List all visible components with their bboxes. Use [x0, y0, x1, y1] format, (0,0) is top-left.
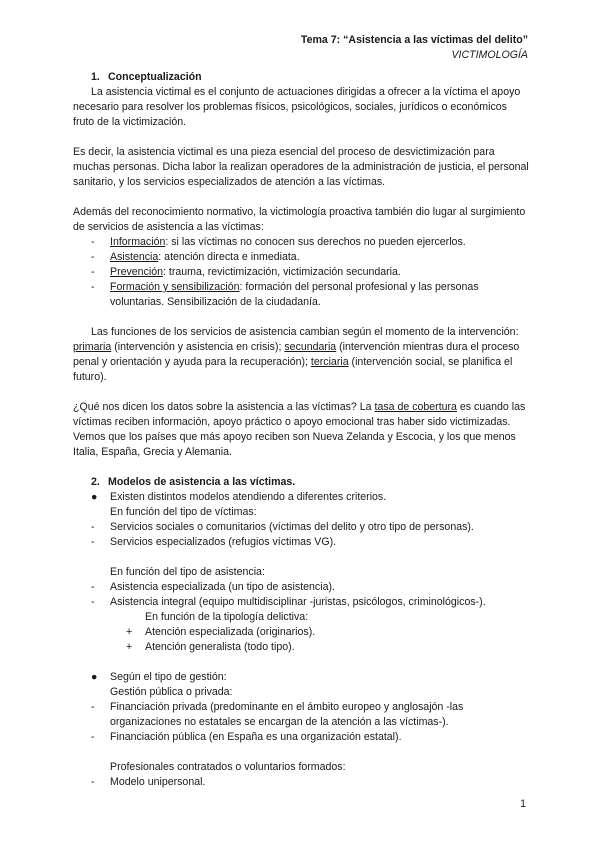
victim-types-list [73, 520, 529, 550]
header-subject: VICTIMOLOGÍA [451, 49, 528, 61]
list-item: - Asistencia integral (equipo multidisciplinar -juristas, psicólogos, criminológicos-). [73, 595, 529, 610]
subheading: Profesionales contratados o voluntarios formados: [110, 761, 346, 773]
section-1-number: 1. [91, 71, 100, 83]
term-tasa-de-cobertura: tasa de cobertura [374, 401, 457, 413]
text-run: (intervención mientras dura el proceso penal y orientación y ayuda para la recuperación); [73, 341, 520, 368]
services-list [73, 235, 529, 310]
text-run: (intervención y asistencia en crisis); [111, 341, 285, 353]
term-primaria: primaria [73, 341, 112, 353]
header-title: Tema 7: “Asistencia a las víctimas del delito” [300, 34, 528, 46]
subheading: En función del tipo de víctimas: [110, 506, 257, 518]
list-item [73, 280, 529, 310]
list-item: - Financiación privada (predominante en el ámbito europeo y anglosajón -las organizaciones no estatales se encargan de la atención a las víctimas-). [73, 700, 529, 730]
list-item: + Atención generalista (todo tipo). [73, 640, 529, 655]
list-item-text: : formación del personal profesional y las personas voluntarias. Sensibilización de la ciudadanía. [110, 281, 479, 308]
page-number: 1 [520, 798, 526, 810]
list-item: - Financiación pública (en España es una organización estatal). [73, 730, 529, 745]
section-1-title: Conceptualización [108, 71, 202, 83]
list-item-term: Información [110, 236, 166, 248]
typology-list [73, 625, 529, 655]
subheading: En función de la tipología delictiva: [145, 611, 309, 623]
document-body [73, 70, 529, 790]
bullet-item [73, 670, 529, 685]
bullet-text: Según el tipo de gestión: [110, 671, 227, 683]
list-item [73, 250, 529, 265]
subheading: En función del tipo de asistencia: [110, 566, 265, 578]
funding-list [73, 700, 529, 745]
section-2-heading [91, 475, 529, 490]
models-list [73, 775, 529, 790]
list-item-term: Formación y sensibilización [110, 281, 240, 293]
paragraph [73, 400, 529, 460]
page-header [301, 33, 528, 63]
text-run: Las funciones de los servicios de asistencia cambian según el momento de la intervención: [91, 326, 519, 338]
paragraph [73, 325, 529, 385]
bullet-item [73, 490, 529, 505]
bullet-icon: ● [91, 491, 98, 503]
list-item-text: : trauma, revictimización, victimización secundaria. [163, 266, 401, 278]
list-item: - Modelo unipersonal. [73, 775, 529, 790]
list-item: - Asistencia especializada (un tipo de asistencia). [73, 580, 529, 595]
list-item: + Atención especializada (originarios). [73, 625, 529, 640]
list-item [73, 235, 529, 250]
list-item: - Servicios sociales o comunitarios (víctimas del delito y otro tipo de personas). [73, 520, 529, 535]
assistance-types-list [73, 580, 529, 610]
bullet-text: Existen distintos modelos atendiendo a diferentes criterios. [110, 491, 387, 503]
section-1-heading [91, 70, 529, 85]
list-item [73, 265, 529, 280]
term-secundaria: secundaria [284, 341, 337, 353]
paragraph: La asistencia victimal es el conjunto de actuaciones dirigidas a ofrecer a la víctima el apoyo necesario para resolver los problemas físicos, psicológicos, sociales, jurídicos o económicos fruto de la victimización. [73, 86, 521, 128]
paragraph: Además del reconocimiento normativo, la victimología proactiva también dio lugar al surgimiento de servicios de asistencia a las víctimas: [73, 206, 526, 233]
bullet-icon: ● [91, 671, 98, 683]
section-2-number: 2. [91, 476, 100, 488]
list-item-text: : atención directa e inmediata. [158, 251, 300, 263]
term-terciaria: terciaria [310, 356, 349, 368]
list-item-term: Prevención [110, 266, 163, 278]
paragraph: Es decir, la asistencia victimal es una pieza esencial del proceso de desvictimización para muchas personas. Dicha labor la realizan operadores de la administración de justicia, el personal sanitario, y los servicios especializados de atención a las víctimas. [73, 146, 529, 188]
text-run: es cuando las víctimas reciben información, apoyo práctico o apoyo emocional tras haber sido victimizadas. Vemos que los países que más apoyo reciben son Nueva Zelanda y Escocia, y los que menos Italia, España, Grecia y Alemania. [73, 401, 526, 458]
list-item-term: Asistencia [110, 251, 159, 263]
text-run: ¿Qué nos dicen los datos sobre la asistencia a las víctimas? La [73, 401, 375, 413]
text-run: (intervención social, se planifica el futuro). [73, 356, 513, 383]
list-item-text: : si las víctimas no conocen sus derechos no pueden ejercerlos. [165, 236, 466, 248]
section-2-title: Modelos de asistencia a las víctimas. [108, 476, 296, 488]
list-item: - Servicios especializados (refugios víctimas VG). [73, 535, 529, 550]
subheading: Gestión pública o privada: [110, 686, 233, 698]
